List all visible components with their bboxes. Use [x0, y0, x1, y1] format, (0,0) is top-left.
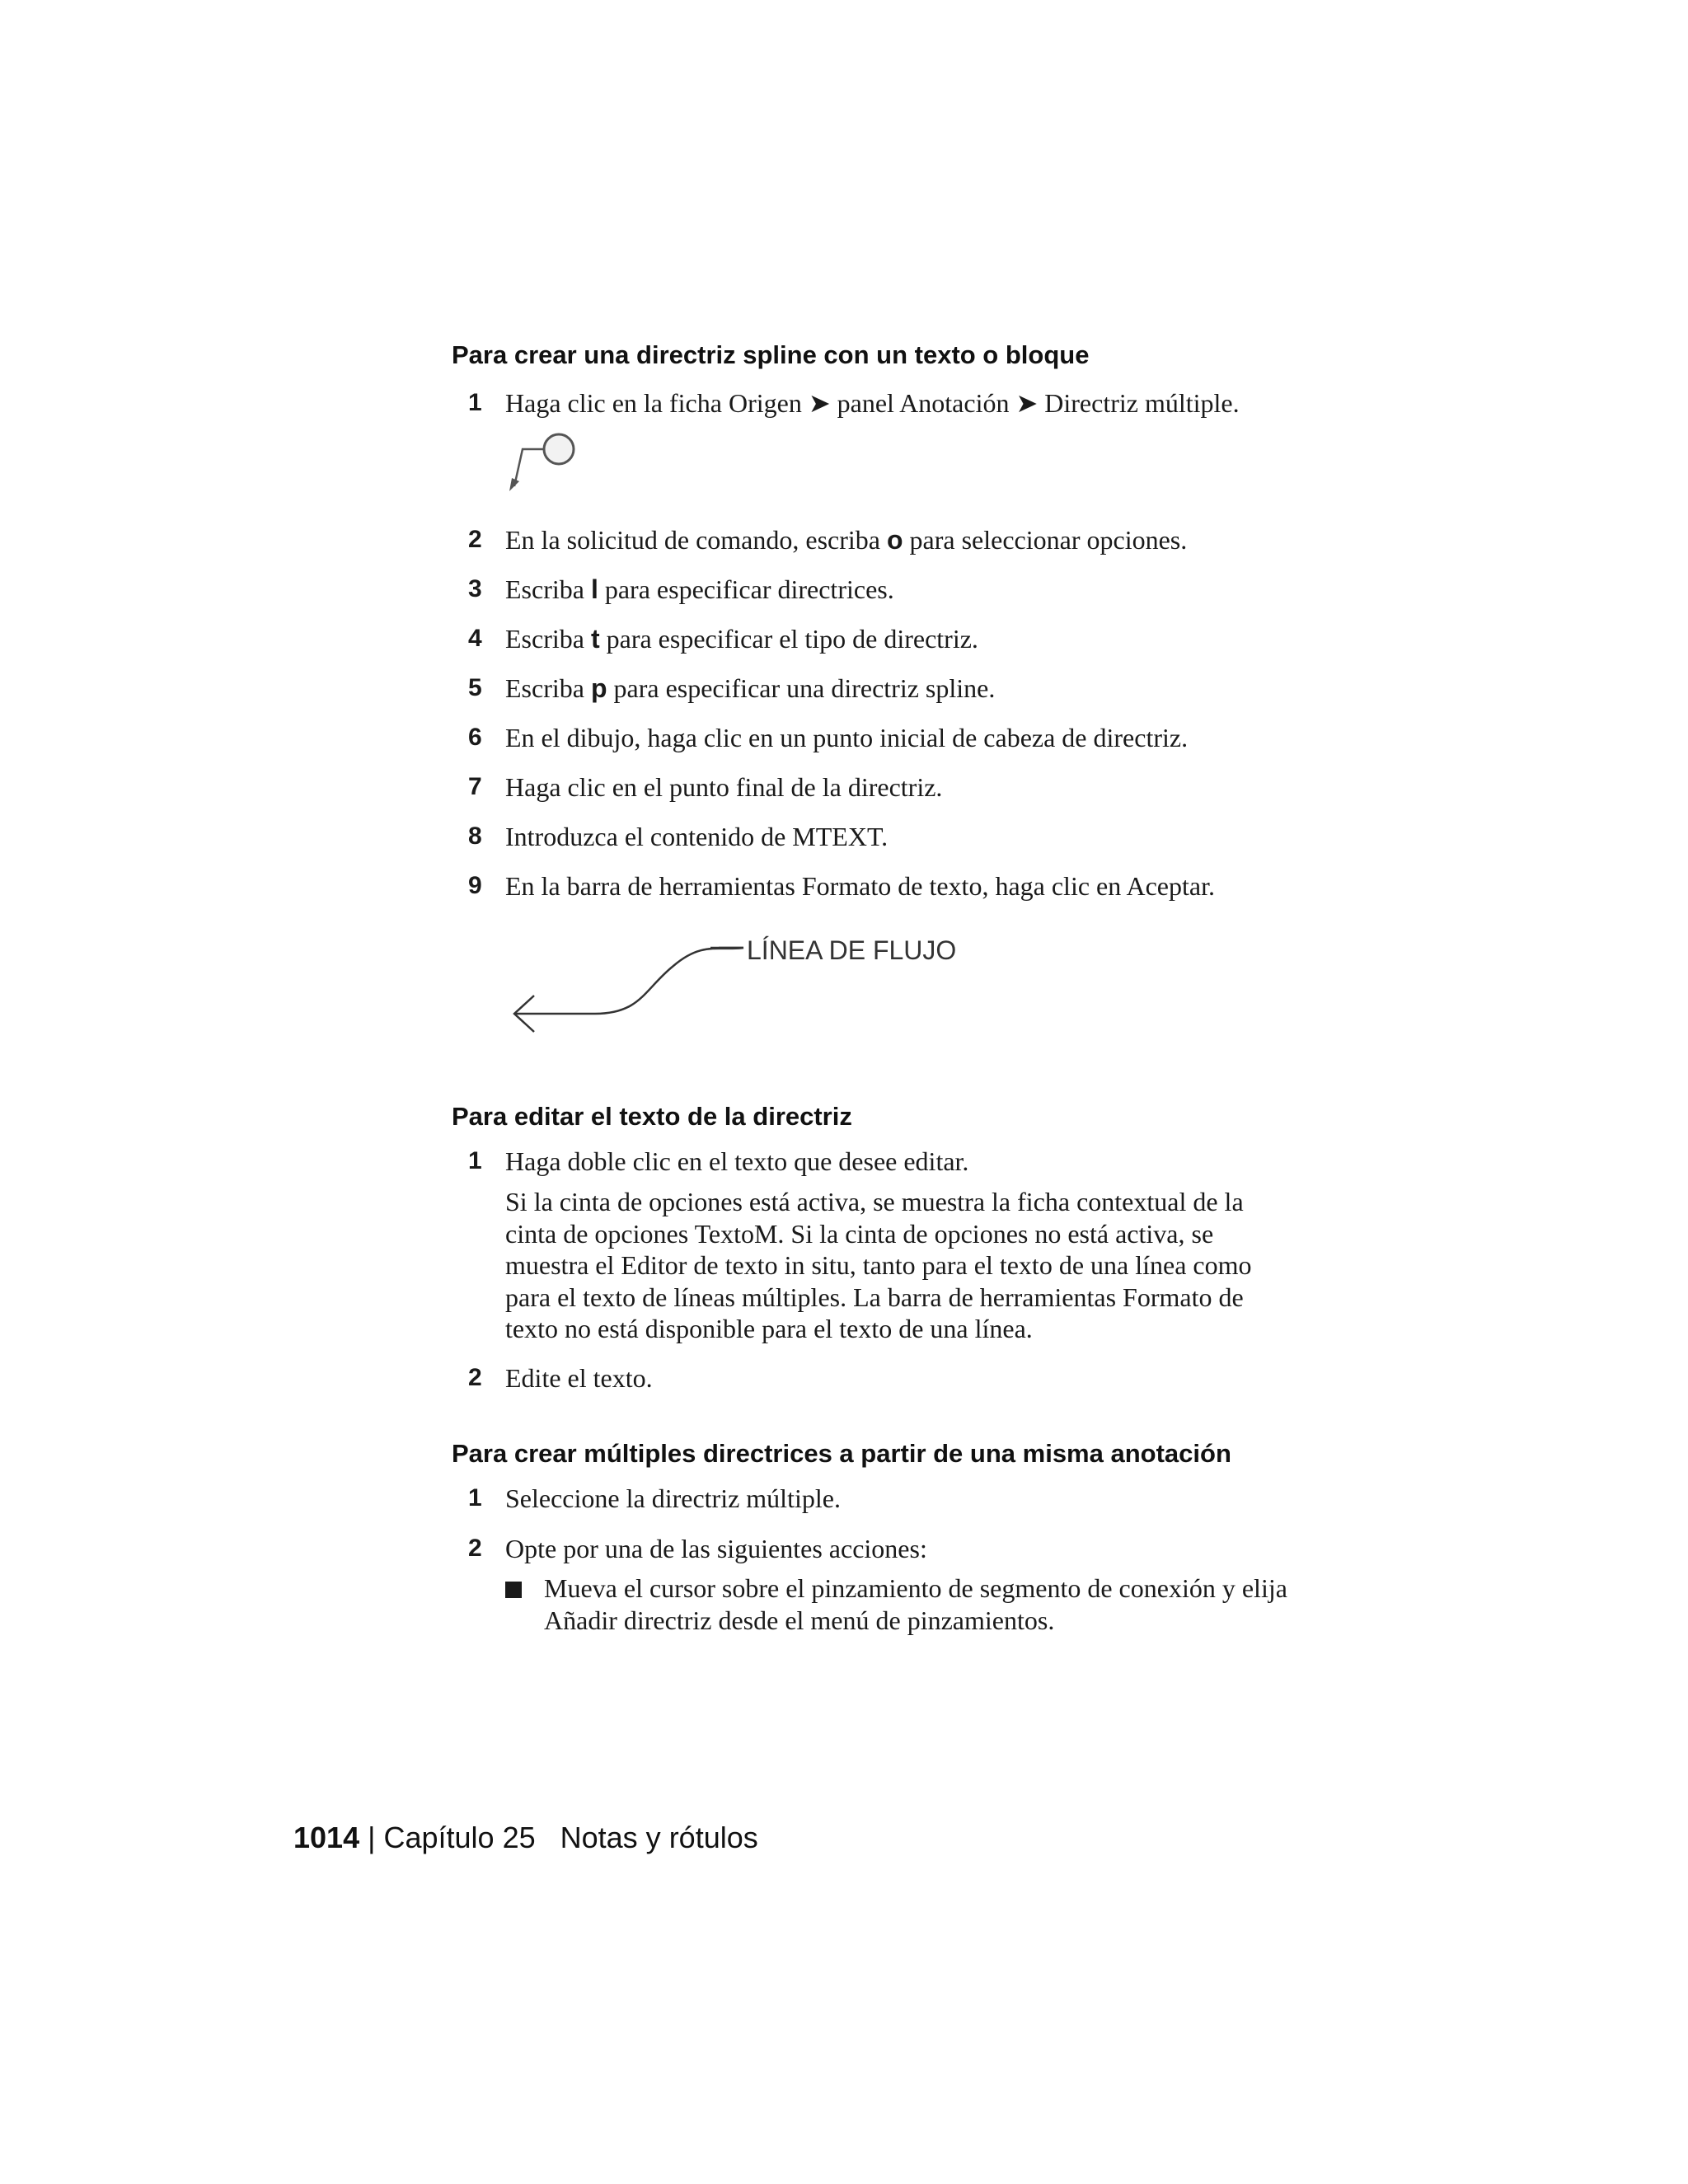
step-number: 8: [468, 823, 482, 850]
page-number: 1014: [293, 1821, 360, 1854]
step-number: 2: [468, 1535, 482, 1562]
step-number: 2: [468, 1364, 482, 1391]
step-text: Escriba l para especificar directrices.: [505, 574, 894, 604]
step-number: 3: [468, 575, 482, 602]
step-text: En la solicitud de comando, escriba o para seleccionar opciones.: [505, 525, 1188, 555]
step-text: Introduzca el contenido de MTEXT.: [505, 822, 889, 851]
step-number: 2: [468, 526, 482, 553]
step-text: Haga clic en la ficha Origen ➤ panel Anotación ➤ Directriz múltiple.: [505, 388, 1240, 418]
footer-separator: |: [368, 1821, 376, 1854]
square-bullet-icon: [505, 1582, 522, 1598]
section-heading-spline-leader: Para crear una directriz spline con un texto o bloque: [452, 340, 1090, 369]
step-text: En la barra de herramientas Formato de texto, haga clic en Aceptar.: [505, 871, 1215, 901]
figure-label: LÍNEA DE FLUJO: [747, 935, 957, 965]
step-text: Seleccione la directriz múltiple.: [505, 1483, 841, 1513]
step-text: Haga doble clic en el texto que desee editar.: [505, 1146, 969, 1176]
description-line: Si la cinta de opciones está activa, se muestra la ficha contextual de la: [505, 1187, 1244, 1216]
step-text: Escriba p para especificar una directriz spline.: [505, 673, 996, 703]
step-text: Escriba t para especificar el tipo de directriz.: [505, 624, 978, 654]
step-number: 1: [468, 389, 482, 416]
description-line: muestra el Editor de texto in situ, tanto para el texto de una línea como: [505, 1250, 1252, 1280]
step-number: 4: [468, 625, 482, 652]
step-number: 5: [468, 674, 482, 701]
step-number: 1: [468, 1484, 482, 1511]
step-number: 9: [468, 872, 482, 899]
step-text: Haga clic en el punto final de la directriz.: [505, 772, 943, 802]
step-text: Edite el texto.: [505, 1363, 653, 1393]
step-number: 7: [468, 773, 482, 800]
chapter-label: Capítulo 25: [383, 1821, 536, 1854]
step-number: 1: [468, 1147, 482, 1174]
chapter-title: Notas y rótulos: [560, 1821, 758, 1854]
step-text: En el dibujo, haga clic en un punto inicial de cabeza de directriz.: [505, 723, 1189, 752]
section-heading-multiple-leaders: Para crear múltiples directrices a partir de una misma anotación: [452, 1439, 1231, 1468]
section-heading-edit-leader-text: Para editar el texto de la directriz: [452, 1102, 852, 1131]
multileader-icon: [504, 429, 579, 499]
step-number: 6: [468, 724, 482, 751]
description-line: para el texto de líneas múltiples. La barra de herramientas Formato de: [505, 1282, 1244, 1312]
step-text: Opte por una de las siguientes acciones:: [505, 1534, 927, 1563]
description-line: cinta de opciones TextoM. Si la cinta de opciones no está activa, se: [505, 1218, 1214, 1249]
description-line: texto no está disponible para el texto de una línea.: [505, 1314, 1033, 1343]
bullet-text: Mueva el cursor sobre el pinzamiento de segmento de conexión y elija Añadir directriz desde el menú de pinzamientos.: [544, 1573, 1287, 1635]
step-description: [505, 1186, 1346, 1345]
spline-leader-figure: [504, 923, 957, 1038]
page-footer: [293, 1820, 758, 1856]
